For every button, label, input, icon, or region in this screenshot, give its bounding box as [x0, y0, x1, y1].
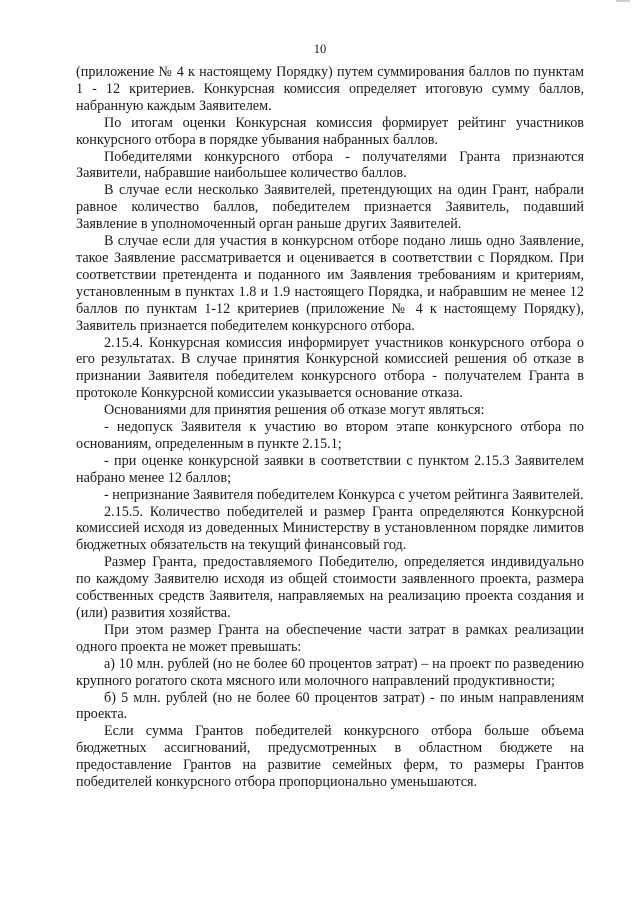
paragraph: Если сумма Грантов победителей конкурсного отбора больше объема бюджетных ассигнований, предусмотренных в областном бюджете на предоставление Грантов на развитие семейных ферм, то размеры Грантов победителей конкурсного отбора пропорционально уменьшаются. [76, 723, 584, 791]
paragraph: В случае если несколько Заявителей, претендующих на один Грант, набрали равное количество баллов, победителем признается Заявитель, подавший Заявление в уполномоченный орган раньше других Заявителей. [76, 182, 584, 233]
list-item: - при оценке конкурсной заявки в соответствии с пунктом 2.15.3 Заявителем набрано менее 12 баллов; [76, 452, 584, 486]
document-body [76, 64, 584, 791]
list-item: - недопуск Заявителя к участию во втором этапе конкурсного отбора по основаниям, определенным в пункте 2.15.1; [76, 419, 584, 452]
list-item: - непризнание Заявителя победителем Конкурса с учетом рейтинга Заявителей. [104, 486, 584, 503]
page-number: 10 [313, 42, 327, 56]
scan-edge-mark [616, 0, 630, 2]
paragraph: 2.15.4. Конкурсная комиссия информирует участников конкурсного отбора о его результатах. В случае принятия Конкурсной комиссией решения об отказе в признании Заявителя победителем конкурсного отбора - получателем Гранта в протоколе Конкурсной комиссии указывается основание отказа. [76, 334, 584, 402]
list-item: б) 5 млн. рублей (но не более 60 процентов затрат) - по иным направлениям проекта. [76, 689, 584, 723]
paragraph: По итогам оценки Конкурсная комиссия формирует рейтинг участников конкурсного отбора в порядке убывания набранных баллов. [76, 114, 584, 148]
paragraph: (приложение № 4 к настоящему Порядку) путем суммирования баллов по пунктам 1 - 12 критериев. Конкурсная комиссия определяет итоговую сумму баллов, набранную каждым Заявителем. [76, 64, 584, 114]
paragraph: При этом размер Гранта на обеспечение части затрат в рамках реализации одного проекта не может превышать: [76, 621, 584, 655]
paragraph: Основаниями для принятия решения об отказе могут являться: [104, 402, 485, 419]
paragraph: 2.15.5. Количество победителей и размер Гранта определяются Конкурсной комиссией исходя из доведенных Министерству в установленном порядке лимитов бюджетных обязательств на текущий финансовый год. [76, 503, 584, 554]
list-item: а) 10 млн. рублей (но не более 60 процентов затрат) – на проект по разведению крупного рогатого скота мясного или молочного направлений продуктивности; [76, 655, 584, 689]
paragraph: Размер Гранта, предоставляемого Победителю, определяется индивидуально по каждому Заявителю исходя из общей стоимости заявленного проекта, размера собственных средств Заявителя, направляемых на реализацию проекта создания и (или) развития хозяйства. [76, 554, 584, 621]
paragraph: В случае если для участия в конкурсном отборе подано лишь одно Заявление, такое Заявление рассматривается и оценивается в соответствии с Порядком. При соответствии претендента и поданного им Заявления требованиям и критериям, установленным в пунктах 1.8 и 1.9 настоящего Порядка, и набравшим не менее 12 баллов по пунктам 1-12 критериев (приложение № 4 к настоящему Порядку), Заявитель признается победителем конкурсного отбора. [76, 233, 584, 334]
paragraph: Победителями конкурсного отбора - получателями Гранта признаются Заявители, набравшие наибольшее количество баллов. [76, 148, 584, 182]
